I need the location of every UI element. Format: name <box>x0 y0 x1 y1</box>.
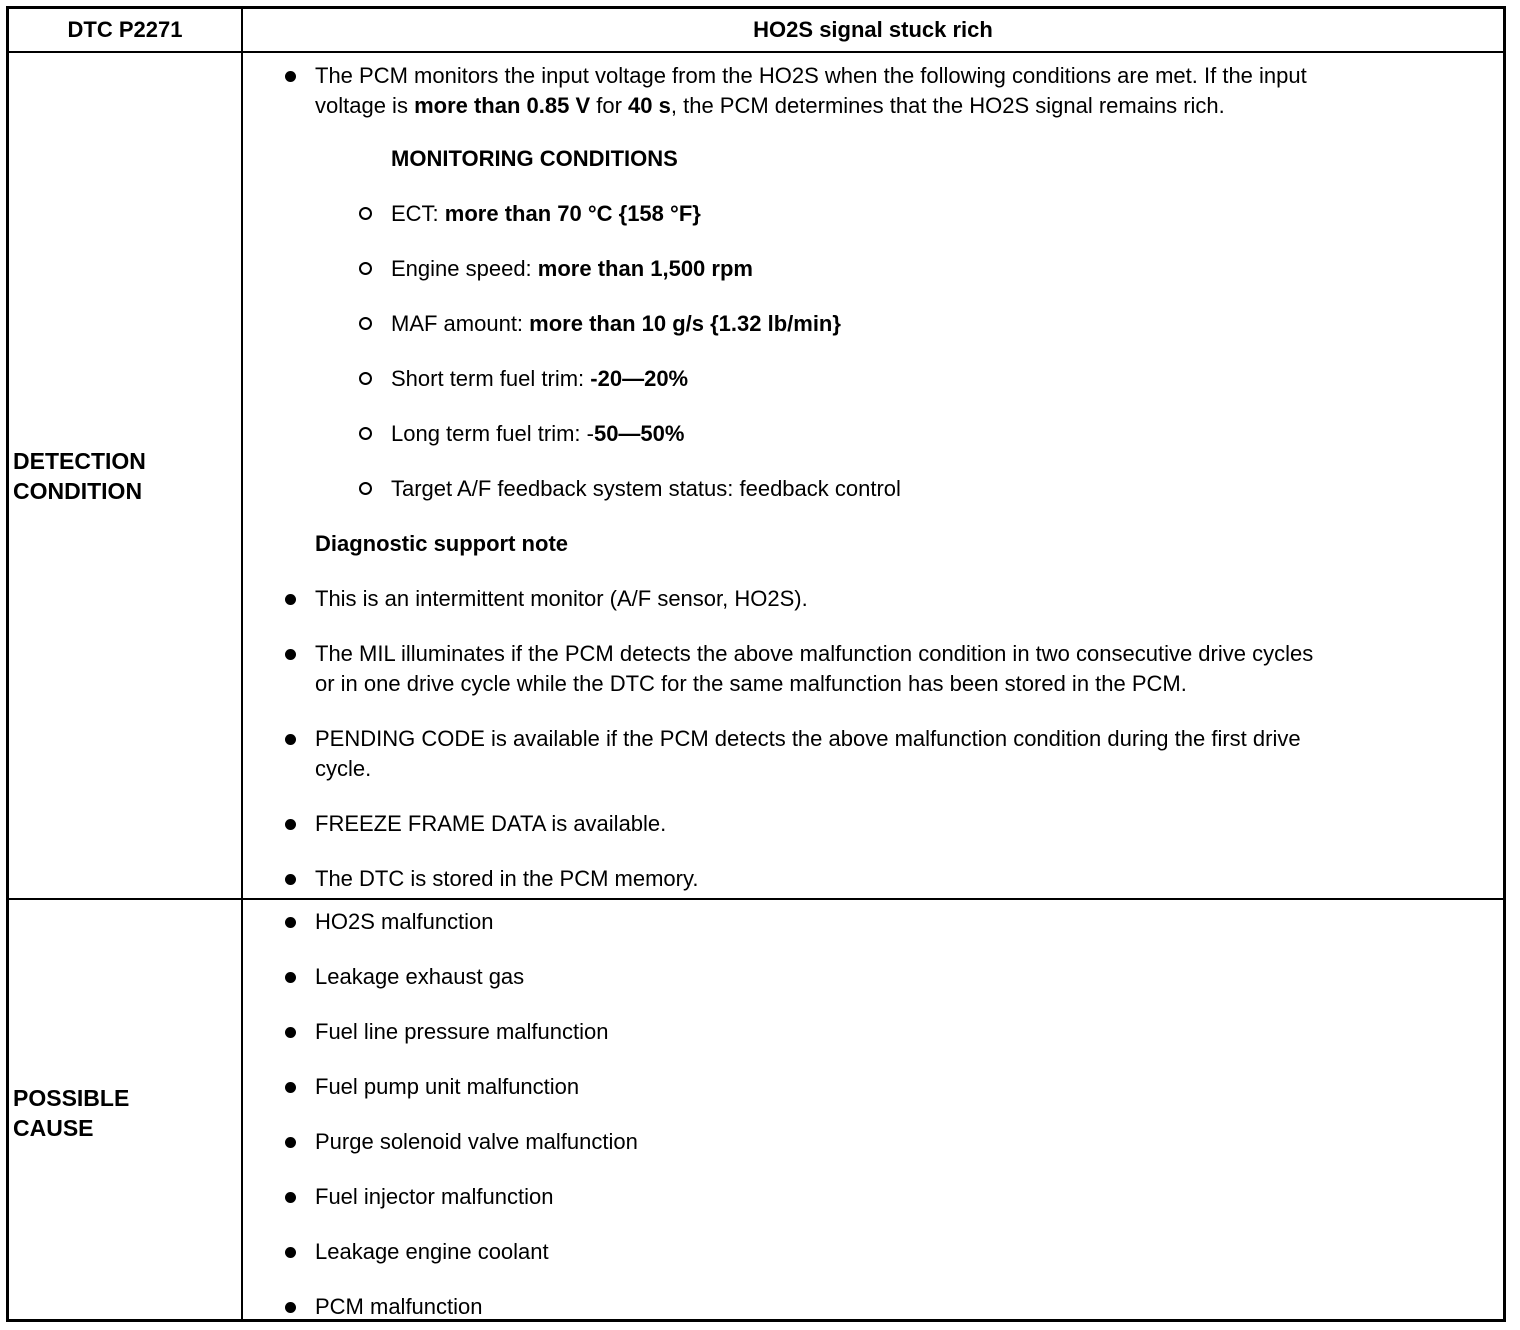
circle-bullet-icon <box>359 372 372 385</box>
dtc-table <box>6 6 1506 1322</box>
bullet-icon <box>285 917 296 928</box>
bullet-icon <box>285 1302 296 1313</box>
bullet-icon <box>285 1247 296 1258</box>
circle-bullet-icon <box>359 262 372 275</box>
circle-bullet-icon <box>359 317 372 330</box>
bullet-icon <box>285 594 296 605</box>
support-note: The MIL illuminates if the PCM detects the above malfunction condition in two consecutive drive cycles <box>315 641 1314 666</box>
condition-item: Target A/F feedback system status: feedback control <box>391 476 901 501</box>
bullet-icon <box>285 972 296 983</box>
circle-bullet-icon <box>359 427 372 440</box>
cause-item: Fuel injector malfunction <box>315 1184 554 1209</box>
cause-item: PCM malfunction <box>315 1294 483 1319</box>
condition-item: ECT: more than 70 °C {158 °F} <box>391 201 701 226</box>
support-note: cycle. <box>315 756 372 781</box>
possible-cause-label: POSSIBLE CAUSE <box>13 1085 130 1141</box>
cause-item: HO2S malfunction <box>315 909 494 934</box>
circle-bullet-icon <box>359 207 372 220</box>
bullet-icon <box>285 819 296 830</box>
support-note: PENDING CODE is available if the PCM detects the above malfunction condition during the first drive <box>315 726 1301 751</box>
support-note: or in one drive cycle while the DTC for the same malfunction has been stored in the PCM. <box>315 671 1187 696</box>
cause-item: Fuel line pressure malfunction <box>315 1019 609 1044</box>
monitoring-conditions-heading: MONITORING CONDITIONS <box>391 146 678 171</box>
bullet-icon <box>285 734 296 745</box>
support-note: This is an intermittent monitor (A/F sensor, HO2S). <box>315 586 808 611</box>
bullet-icon <box>285 874 296 885</box>
condition-item: Long term fuel trim: -50—50% <box>391 421 685 446</box>
column-divider <box>241 9 243 1319</box>
bullet-icon <box>285 71 296 82</box>
bullet-icon <box>285 1082 296 1093</box>
cause-item: Purge solenoid valve malfunction <box>315 1129 638 1154</box>
bullet-icon <box>285 1192 296 1203</box>
condition-item: Engine speed: more than 1,500 rpm <box>391 256 753 281</box>
detection-condition-label: DETECTION CONDITION <box>13 448 146 504</box>
dtc-code-header: DTC P2271 <box>67 17 183 42</box>
bullet-icon <box>285 649 296 660</box>
bullet-icon <box>285 1137 296 1148</box>
header-divider <box>9 51 1503 53</box>
cause-item: Leakage engine coolant <box>315 1239 549 1264</box>
dtc-title-header: HO2S signal stuck rich <box>753 17 993 42</box>
support-note: The DTC is stored in the PCM memory. <box>315 866 699 891</box>
intro-line-2: voltage is more than 0.85 V for 40 s, the PCM determines that the HO2S signal remains rich. <box>315 93 1225 118</box>
intro-line-1: The PCM monitors the input voltage from the HO2S when the following conditions are met. If the input <box>315 63 1307 88</box>
bullet-icon <box>285 1027 296 1038</box>
row-divider <box>9 898 1503 900</box>
diagnostic-support-heading: Diagnostic support note <box>315 531 568 556</box>
condition-item: MAF amount: more than 10 g/s {1.32 lb/min} <box>391 311 841 336</box>
cause-item: Leakage exhaust gas <box>315 964 525 989</box>
cause-item: Fuel pump unit malfunction <box>315 1074 580 1099</box>
circle-bullet-icon <box>359 482 372 495</box>
support-note: FREEZE FRAME DATA is available. <box>315 811 667 836</box>
condition-item: Short term fuel trim: -20—20% <box>391 366 689 391</box>
